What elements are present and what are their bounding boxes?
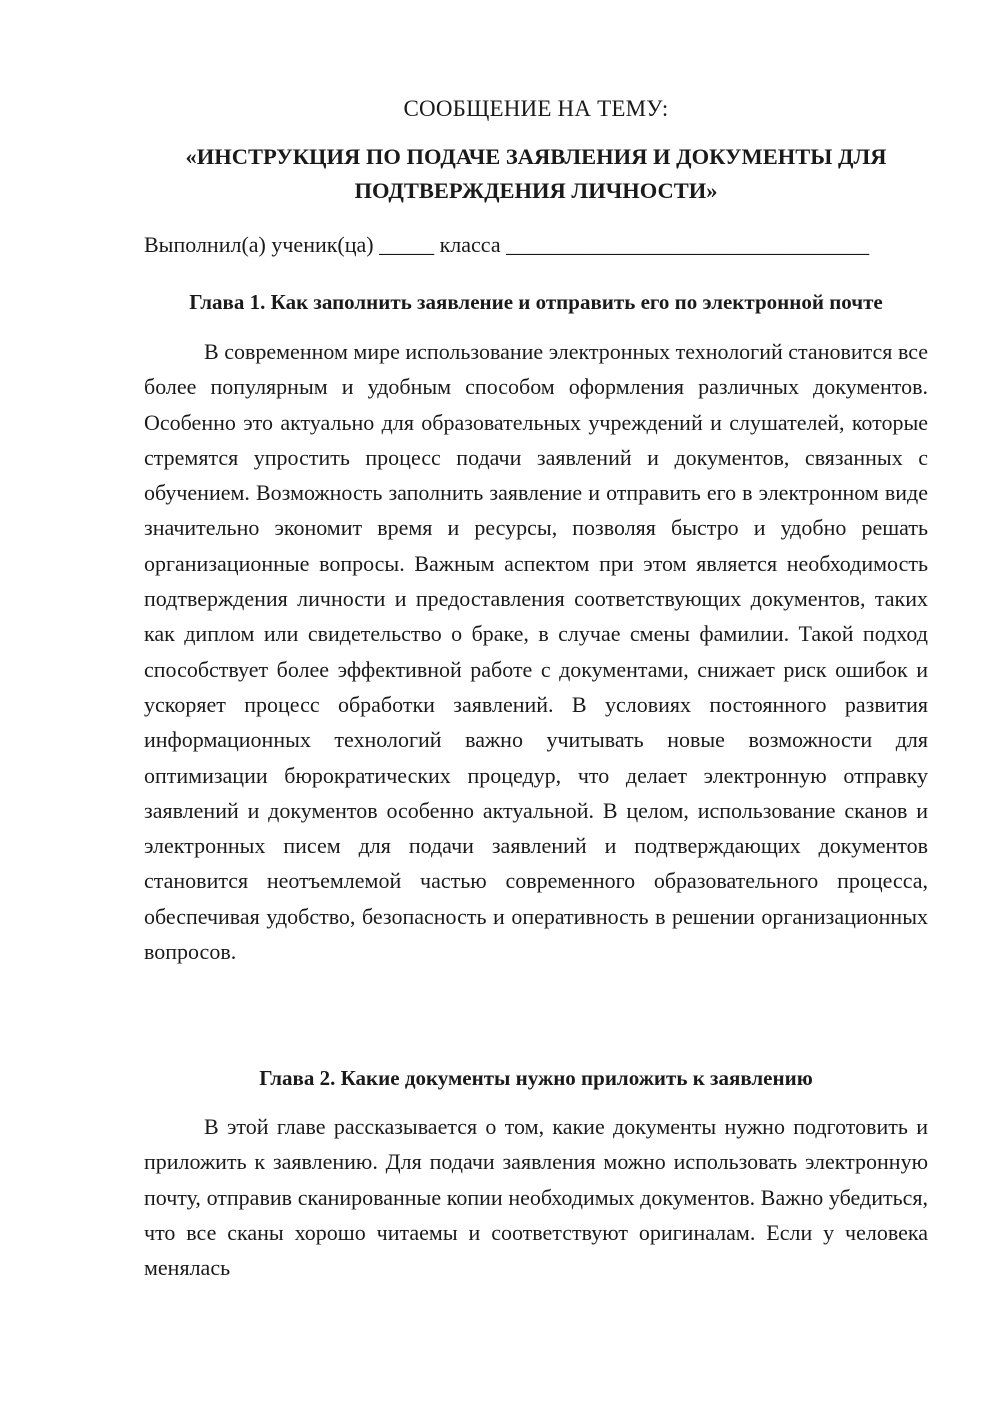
performer-line: Выполнил(а) ученик(ца) _____ класса _________________________________ [144, 232, 870, 257]
document-heading: СООБЩЕНИЕ НА ТЕМУ: [403, 96, 669, 121]
chapter-1-paragraph: В современном мире использование электронных технологий становится все более популярным и удобным способом оформления различных документов. Особенно это актуально для образовательных учреждений и слушателей, которые стремятся упростить процесс подачи заявлений и документов, связанных с обучением. Возможность заполнить заявление и отправить его в электронном виде значительно экономит время и ресурсы, позволяя быстро и удобно решать организационные вопросы. Важным аспектом при этом является необходимость подтверждения личности и предоставления соответствующих документов, таких как диплом или свидетельство о браке, в случае смены фамилии. Такой подход способствует более эффективной работе с документами, снижает риск ошибок и ускоряет процесс обработки заявлений. В условиях постоянного развития информационных технологий важно учитывать новые возможности для оптимизации бюрократических процедур, что делает электронную отправку заявлений и документов особенно актуальной. В целом, использование сканов и электронных писем для подачи заявлений и подтверждающих документов становится неотъемлемой частью современного образовательного процесса, обеспечивая удобство, безопасность и оперативность в решении организационных вопросов. [144, 339, 928, 965]
chapter-2-paragraph: В этой главе рассказывается о том, какие документы нужно подготовить и приложить к заявлению. Для подачи заявления можно использовать электронную почту, отправив сканированные копии необходимых документов. Важно убедиться, что все сканы хорошо читаемы и соответствуют оригиналам. Если у человека менялась [144, 1114, 928, 1281]
chapter-2-title: Глава 2. Какие документы нужно приложить к заявлению [259, 1066, 813, 1090]
document-title: «ИНСТРУКЦИЯ ПО ПОДАЧЕ ЗАЯВЛЕНИЯ И ДОКУМЕНТЫ ДЛЯ ПОДТВЕРЖДЕНИЯ ЛИЧНОСТИ» [185, 144, 887, 203]
chapter-1-title: Глава 1. Как заполнить заявление и отправить его по электронной почте [189, 290, 883, 314]
